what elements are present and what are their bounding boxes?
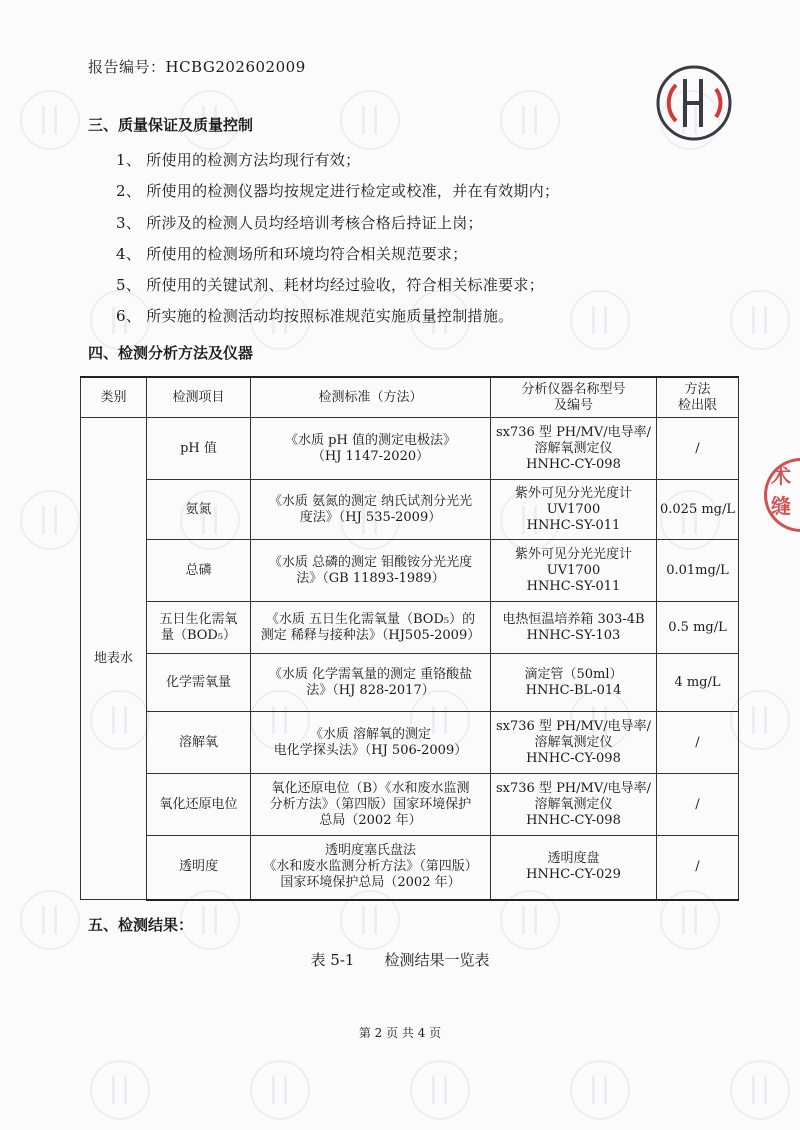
- item-cell-line: 化学需氧量: [165, 674, 231, 690]
- section-5-title: 五、检测结果：: [88, 916, 194, 934]
- header-limit-line-2: 检出限: [677, 397, 717, 413]
- table-row: [81, 774, 739, 836]
- company-logo-icon: [654, 63, 734, 143]
- item-cell-line: 氨氮: [185, 501, 212, 517]
- table-caption: 表 5-1 检测结果一览表: [310, 951, 490, 969]
- instrument-cell-line: UV1700: [546, 501, 601, 517]
- table-row: [81, 654, 739, 712]
- watermark-icon: [20, 490, 80, 550]
- watermark-icon: [20, 890, 80, 950]
- standard-cell-line: 《水质 化学需氧量的测定 重铬酸盐: [268, 666, 473, 682]
- report-number: 报告编号：HCBG202602009: [88, 58, 306, 76]
- item-cell-line: 五日生化需氧: [159, 611, 238, 627]
- table-row: [81, 540, 739, 602]
- table-row: [81, 418, 739, 480]
- table-row: [81, 836, 739, 900]
- instrument-cell-line: HNHC-SY-011: [526, 517, 621, 533]
- standard-cell: [251, 654, 491, 712]
- limit-cell: 4 mg/L: [657, 654, 739, 712]
- item-cell-line: 总磷: [185, 562, 212, 578]
- standard-cell: [251, 712, 491, 774]
- instrument-cell-line: 溶解氧测定仪: [534, 796, 613, 812]
- standard-cell-line: 《水质 五日生化需氧量（BOD₅）的: [265, 611, 476, 627]
- standard-cell-line: 《水和废水监测分析方法》（第四版）: [263, 859, 478, 875]
- instrument-cell-line: 滴定管（50ml）: [524, 666, 623, 682]
- qa-item-3: 3、 所涉及的检测人员均经培训考核合格后持证上岗；: [116, 214, 483, 232]
- standard-cell-line: 《水质 氨氮的测定 纳氏试剂分光光: [268, 493, 473, 509]
- instrument-cell-line: 溶解氧测定仪: [534, 734, 613, 750]
- watermark-icon: [250, 1060, 310, 1120]
- instrument-cell-line: HNHC-CY-029: [526, 867, 621, 883]
- header-category: 类别: [81, 377, 147, 418]
- instrument-cell-line: 紫外可见分光光度计: [514, 546, 632, 562]
- item-cell-line: 氧化还原电位: [159, 796, 238, 812]
- standard-cell-line: 法》（HJ 828-2017）: [306, 682, 435, 698]
- standard-cell-line: 总局（2002 年）: [319, 812, 422, 828]
- item-cell: [147, 836, 251, 900]
- item-cell: [147, 774, 251, 836]
- header-instrument-line-1: 分析仪器名称型号: [521, 381, 626, 397]
- limit-cell: 0.01mg/L: [657, 540, 739, 602]
- item-cell: [147, 480, 251, 540]
- standard-cell-line: 度法》（HJ 535-2009）: [299, 509, 442, 525]
- instrument-cell: [491, 418, 657, 480]
- limit-cell: /: [657, 418, 739, 480]
- qa-item-1: 1、 所使用的检测方法均现行有效；: [116, 151, 361, 169]
- item-cell-line: 量（BOD₅）: [160, 627, 237, 643]
- section-4-title: 四、检测分析方法及仪器: [88, 344, 254, 362]
- header-limit: [657, 377, 739, 418]
- limit-cell: /: [657, 712, 739, 774]
- watermark-icon: [340, 90, 400, 150]
- watermark-icon: [570, 1060, 630, 1120]
- category-cell: 地表水: [81, 418, 147, 900]
- instrument-cell: [491, 480, 657, 540]
- item-cell: [147, 654, 251, 712]
- watermark-icon: [730, 1060, 790, 1120]
- standard-cell: [251, 836, 491, 900]
- limit-cell: 0.025 mg/L: [657, 480, 739, 540]
- standard-cell-line: 国家环境保护总局（2002 年）: [280, 875, 461, 891]
- item-cell-line: pH 值: [180, 440, 217, 456]
- qa-item-5: 5、 所使用的关键试剂、耗材均经过验收，符合相关标准要求；: [116, 276, 545, 294]
- seal-stamp: 术缝: [764, 458, 800, 532]
- table-row: [81, 602, 739, 654]
- standard-cell: [251, 418, 491, 480]
- table-row: [81, 480, 739, 540]
- qa-item-6: 6、 所实施的检测活动均按照标准规范实施质量控制措施。: [116, 307, 514, 325]
- standard-cell-line: 氧化还原电位（B）《水和废水监测: [271, 780, 470, 796]
- standard-cell-line: 电化学探头法》（HJ 506-2009）: [273, 742, 468, 758]
- methods-table: [80, 376, 739, 901]
- watermark-icon: [500, 90, 560, 150]
- watermark-icon: [730, 290, 790, 350]
- standard-cell: [251, 480, 491, 540]
- standard-cell-line: （HJ 1147-2020）: [311, 448, 430, 464]
- instrument-cell: [491, 540, 657, 602]
- standard-cell-line: 《水质 溶解氧的测定: [309, 726, 432, 742]
- limit-cell: /: [657, 836, 739, 900]
- item-cell: [147, 712, 251, 774]
- watermark-icon: [410, 1060, 470, 1120]
- instrument-cell: [491, 712, 657, 774]
- header-standard: 检测标准（方法）: [251, 377, 491, 418]
- standard-cell-line: 透明度塞氏盘法: [324, 843, 416, 859]
- standard-cell-line: 测定 稀释与接种法》（HJ505-2009）: [260, 627, 481, 643]
- standard-cell: [251, 602, 491, 654]
- instrument-cell-line: HNHC-SY-103: [526, 627, 621, 643]
- watermark-icon: [730, 690, 790, 750]
- standard-cell-line: 《水质 pH 值的测定电极法》: [285, 432, 456, 448]
- watermark-icon: [20, 90, 80, 150]
- qa-item-2: 2、 所使用的检测仪器均按规定进行检定或校准，并在有效期内；: [116, 182, 560, 200]
- instrument-cell: [491, 774, 657, 836]
- instrument-cell-line: HNHC-CY-098: [526, 812, 621, 828]
- instrument-cell: [491, 602, 657, 654]
- item-cell-line: 透明度: [178, 859, 218, 875]
- instrument-cell-line: 电热恒温培养箱 303-4B: [502, 611, 645, 627]
- header-item: 检测项目: [147, 377, 251, 418]
- instrument-cell-line: sx736 型 PH/MV/电导率/: [495, 780, 651, 796]
- instrument-cell: [491, 836, 657, 900]
- item-cell-line: 溶解氧: [178, 734, 218, 750]
- section-3-title: 三、质量保证及质量控制: [88, 116, 254, 134]
- header-limit-line-1: 方法: [684, 381, 711, 397]
- header-instrument: [491, 377, 657, 418]
- item-cell: [147, 602, 251, 654]
- instrument-cell: [491, 654, 657, 712]
- table-row: [81, 712, 739, 774]
- standard-cell-line: 法》（GB 11893-1989）: [296, 570, 445, 586]
- instrument-cell-line: HNHC-BL-014: [525, 682, 622, 698]
- qa-item-4: 4、 所使用的检测场所和环境均符合相关规范要求；: [116, 245, 468, 263]
- standard-cell: [251, 540, 491, 602]
- limit-cell: 0.5 mg/L: [657, 602, 739, 654]
- item-cell: [147, 540, 251, 602]
- table-header-row: [81, 377, 739, 418]
- limit-cell: /: [657, 774, 739, 836]
- standard-cell-line: 《水质 总磷的测定 钼酸铵分光光度: [268, 554, 473, 570]
- standard-cell-line: 分析方法》（第四版）国家环境保护: [269, 796, 472, 812]
- page-footer: 第 2 页 共 4 页: [358, 1026, 442, 1040]
- watermark-icon: [570, 290, 630, 350]
- standard-cell: [251, 774, 491, 836]
- instrument-cell-line: 溶解氧测定仪: [534, 440, 613, 456]
- instrument-cell-line: 紫外可见分光光度计: [514, 485, 632, 501]
- header-instrument-line-2: 及编号: [553, 397, 593, 413]
- item-cell: [147, 418, 251, 480]
- instrument-cell-line: HNHC-CY-098: [526, 750, 621, 766]
- watermark-icon: [90, 1060, 150, 1120]
- instrument-cell-line: sx736 型 PH/MV/电导率/: [495, 424, 651, 440]
- instrument-cell-line: HNHC-CY-098: [526, 456, 621, 472]
- instrument-cell-line: HNHC-SY-011: [526, 578, 621, 594]
- instrument-cell-line: UV1700: [546, 562, 601, 578]
- instrument-cell-line: 透明度盘: [547, 851, 600, 867]
- instrument-cell-line: sx736 型 PH/MV/电导率/: [495, 718, 651, 734]
